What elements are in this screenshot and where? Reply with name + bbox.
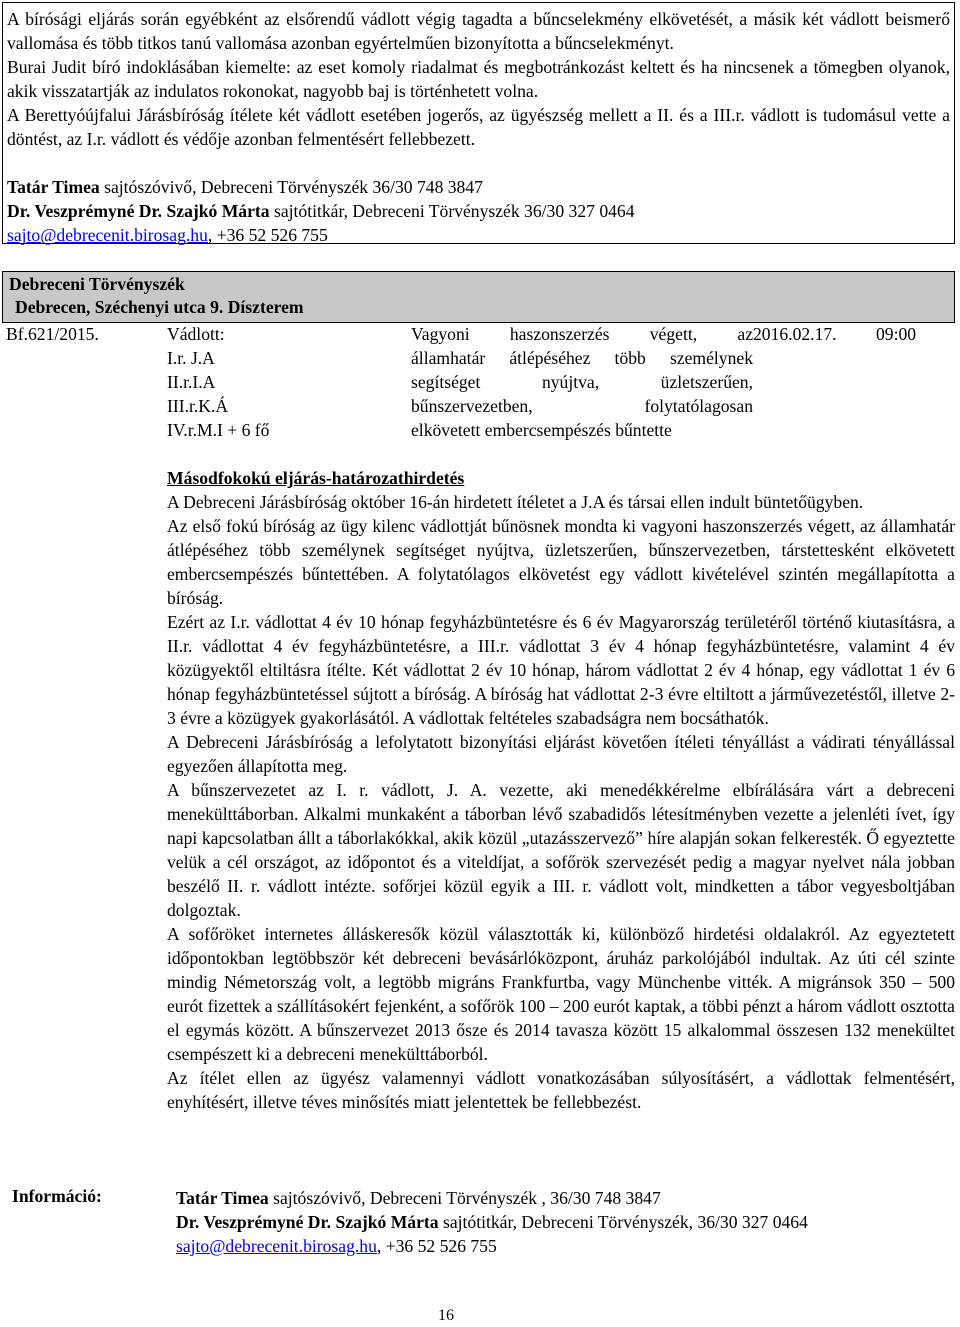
court-name: Debreceni Törvényszék — [9, 274, 185, 294]
charge-line-3: segítséget nyújtva, üzletszerűen, — [411, 372, 753, 392]
press-release-box — [2, 2, 955, 244]
defendant-4: IV.r.M.I + 6 fő — [167, 420, 270, 440]
announcement-paragraph: A Debreceni Járásbíróság a lefolytatott bizonyítási eljárást követően ítéleti tényállást a vádirati tényállással egyezően állapította meg. — [167, 732, 955, 776]
spokesperson-name: Tatár Timea — [176, 1188, 269, 1208]
charge-line-5: elkövetett embercsempészés bűntette — [411, 420, 672, 440]
press-secretary-info: sajtótitkár, Debreceni Törvényszék 36/30 327 0464 — [269, 201, 635, 221]
defendant-3: III.r.K.Á — [167, 396, 229, 416]
hearing-time: 09:00 — [876, 324, 917, 344]
contact-block — [3, 175, 954, 247]
defendants-block — [167, 322, 269, 442]
charge-line-4: bűnszervezetben, folytatólagosan — [411, 396, 753, 416]
page-number: 16 — [438, 1307, 454, 1324]
charge-line-1: Vagyoni haszonszerzés végett, az — [411, 324, 753, 344]
spokesperson-name: Tatár Timea — [7, 177, 100, 197]
email-link[interactable]: sajto@debrecenit.birosag.hu — [7, 225, 208, 245]
phone-number: , +36 52 526 755 — [376, 1236, 497, 1256]
court-header — [2, 271, 955, 323]
hearing-date: 2016.02.17. — [753, 324, 837, 344]
announcement-heading: Másodfokokú eljárás-határozathirdetés — [167, 468, 465, 488]
announcement-paragraph: Az első fokú bíróság az ügy kilenc vádlottját bűnösnek mondta ki vagyoni haszonszerzés végett, az államhatár átlépéséhez több személynek segítséget nyújtva, üzletszerűen, bűnszervezetben, társtettesként elkövetett embercsempészés bűntettében. A folytatólagos elkövetést egy vádlott kivételével szintén megállapította a bíróság. — [167, 516, 955, 608]
email-link[interactable]: sajto@debrecenit.birosag.hu — [176, 1236, 377, 1256]
announcement-paragraph: A Debreceni Járásbíróság október 16-án hirdetett ítéletet a J.A és társai ellen indult büntetőügyben. — [167, 492, 864, 512]
phone-number: , +36 52 526 755 — [207, 225, 328, 245]
charge-line-2: államhatár átlépéséhez több személynek — [411, 348, 753, 368]
defendants-label: Vádlott: — [167, 324, 225, 344]
info-contacts — [176, 1186, 808, 1258]
paragraph-2: Burai Judit bíró indoklásában kiemelte: az eset komoly riadalmat és megbotránkozást keltett és ha nincsenek a tömegben olyanok, akik visszatartják az indulatos rokonokat, nagyobb baj is történhetett volna. — [7, 57, 950, 101]
announcement-paragraph: Ezért az I.r. vádlottat 4 év 10 hónap fegyházbüntetésre és 6 év Magyarország területéről történő kiutasításra, a II.r. vádlottat 4 év fegyházbüntetésre, a III.r. vádlottat 3 év 4 hónap fegyházbüntetésre, valamint 4 év közügyektől eltiltásra ítélte. Két vádlottat 2 év 10 hónap, három vádlottat 2 év 4 hónap, egy vádlottat 1 év 6 hónap fegyházbüntetéssel sújtott a bíróság. A bíróság hat vádlottat 2-3 évre eltiltott a járművezetéstől, illetve 2-3 évre a közügyek gyakorlásától. A vádlottak feltételes szabadságra nem bocsáthatók. — [167, 612, 955, 728]
announcement-paragraph: A bűnszervezetet az I. r. vádlott, J. A. vezette, aki menedékkérelme elbírálására várt a debreceni menekülttáborban. Alkalmi munkaként a táborban lévő szabadidős létesítményben vezette a jelenléti ívet, így napi kapcsolatban állt a táborlakókkal, akik közül „utazásszervező” híre alapján sokan felkeresték. Ő egyeztette velük a cél országot, az időpontot és a viteldíjat, a sofőrök szervezését pedig a magyar nyelvet nála jobban beszélő II. r. vádlott intézte. sofőrjei közül egyik a III. r. vádlott volt, mindketten a tábor vegyesboltjában dolgoztak. — [167, 780, 955, 920]
case-number: Bf.621/2015. — [6, 324, 99, 344]
announcement-body — [167, 490, 955, 1114]
court-address: Debrecen, Széchenyi utca 9. Díszterem — [15, 297, 304, 317]
spokesperson-info: sajtószóvivő, Debreceni Törvényszék , 36/30 748 3847 — [268, 1188, 661, 1208]
announcement-paragraph: Az ítélet ellen az ügyész valamennyi vádlott vonatkozásában súlyosításért, a vádlottak felmentésért, enyhítésért, illetve téves minősítés miatt jelentettek be fellebbezést. — [167, 1068, 955, 1112]
spokesperson-info: sajtószóvivő, Debreceni Törvényszék 36/30 748 3847 — [99, 177, 483, 197]
announcement-paragraph: A sofőröket internetes álláskeresők közül választották ki, különböző hirdetési oldalakról. Az egyeztetett időpontokban legtöbbször két debreceni bevásárlóközpont, áruház parkolójából indultak. Az úti cél szinte mindig Németország volt, a legtöbb migráns Frankfurtba, vagy Münchenbe vitték. A migránsok 350 – 500 eurót fizettek a szállításokért fejenként, a sofőrök 100 – 200 eurót kaptak, a többi pénzt a három vádlott osztotta el egymás között. A bűnszervezet 2013 ősze és 2014 tavasza között 15 alkalommal összesen 132 menekültet csempészett ki a debreceni menekülttáborból. — [167, 924, 955, 1064]
press-secretary-info: sajtótitkár, Debreceni Törvényszék, 36/30 327 0464 — [438, 1212, 808, 1232]
press-secretary-name: Dr. Veszprémyné Dr. Szajkó Márta — [7, 201, 270, 221]
defendant-2: II.r.I.A — [167, 372, 216, 392]
paragraph-1: A bírósági eljárás során egyébként az elsőrendű vádlott végig tagadta a bűncselekmény elkövetését, a másik két vádlott beismerő vallomása és több titkos tanú vallomása azonban egyértelműen bizonyította a bűncselekményt. — [7, 9, 950, 53]
defendant-1: I.r. J.A — [167, 348, 215, 368]
info-label: Információ: — [12, 1186, 102, 1206]
press-secretary-name: Dr. Veszprémyné Dr. Szajkó Márta — [176, 1212, 439, 1232]
paragraph-3: A Berettyóújfalui Járásbíróság ítélete két vádlott esetében jogerős, az ügyészség mellett a II. és a III.r. vádlott is tudomásul vette a döntést, az I.r. vádlott és védője azonban felmentésért fellebbezett. — [7, 105, 950, 149]
charge-block — [411, 322, 753, 442]
